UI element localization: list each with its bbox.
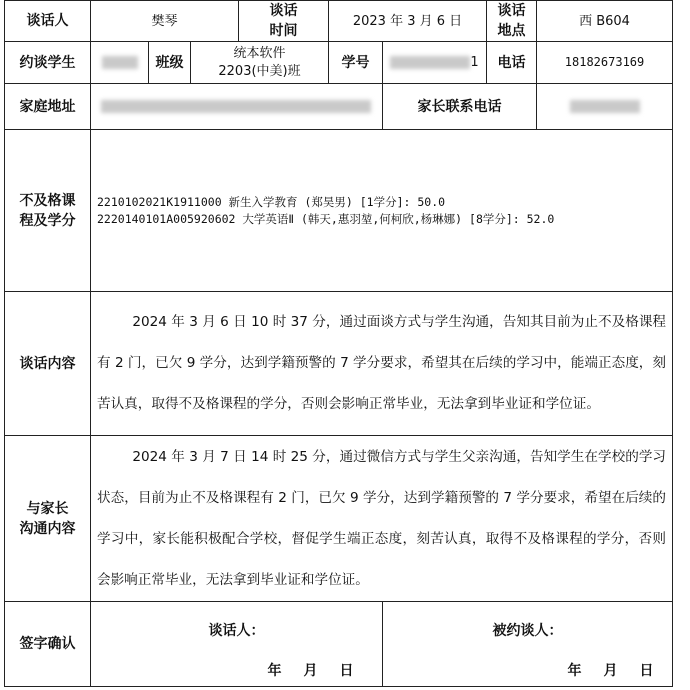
talk-content-text: 2024 年 3 月 6 日 10 时 37 分，通过面谈方式与学生沟通，告知其目前为止不及格课程有 2 门，已欠 9 学分，达到学籍预警的 7 学分要求，希望其在后续的学习中，能端正态度，刻苦认真，取得不及格课程的学分，否则会影响正常毕业，无法拿到毕业证和学位证。: [91, 292, 673, 436]
redacted-student-id: [390, 56, 470, 69]
parent-communication-row: [5, 436, 673, 602]
student-label: 约谈学生: [5, 42, 91, 84]
talker-signature-cell: [91, 602, 383, 687]
interviewee-signature-date: 年 月 日: [567, 663, 655, 679]
address-value: [91, 84, 383, 130]
signature-label: 签字确认: [5, 602, 91, 687]
signature-row: [5, 602, 673, 687]
failed-courses-list: [91, 130, 673, 292]
parent-phone-value: [537, 84, 673, 130]
student-id-value: [383, 42, 487, 84]
phone-value: 18182673169: [537, 42, 673, 84]
class-label: 班级: [149, 42, 191, 84]
failed-courses-row: [5, 130, 673, 292]
student-name-value: [91, 42, 149, 84]
header-row: [5, 1, 673, 42]
redacted-student-name: [102, 56, 138, 69]
interviewee-signature-label: 被约谈人：: [492, 623, 563, 639]
course-line: 2210102021K1911000 新生入学教育 (郑昊男) [1学分]: 50.0: [97, 194, 446, 209]
talk-place-label: 谈话 地点: [487, 1, 537, 42]
talk-content-row: [5, 292, 673, 436]
student-id-suffix: 1: [470, 55, 479, 70]
talker-signature-date: 年 月 日: [267, 663, 355, 679]
class-value: 统本软件 2203(中美)班: [191, 42, 329, 84]
student-row: [5, 42, 673, 84]
talk-place-value: 西 B604: [537, 1, 673, 42]
redacted-address: [101, 100, 371, 113]
parent-communication-text: 2024 年 3 月 7 日 14 时 25 分，通过微信方式与学生父亲沟通，告知学生在学校的学习状态，目前为止不及格课程有 2 门，已欠 9 学分，达到学籍预警的 7 学分要求，希望在后续的学习中，家长能积极配合学校，督促学生端正态度，刻苦认真，取得不及格课程的学分，否则会影响正常毕业，无法拿到毕业证和学位证。: [91, 436, 673, 602]
record-table: [4, 0, 673, 687]
course-line: 2220140101A005920602 大学英语Ⅱ (韩天,惠羽堃,何柯欣,杨琳娜) [8学分]: 52.0: [97, 211, 555, 226]
talk-time-label: 谈话 时间: [239, 1, 329, 42]
student-id-label: 学号: [329, 42, 383, 84]
talker-value: 樊琴: [91, 1, 239, 42]
parent-communication-label: 与家长 沟通内容: [5, 436, 91, 602]
interview-record-form: [4, 0, 672, 687]
home-row: [5, 84, 673, 130]
talk-content-label: 谈话内容: [5, 292, 91, 436]
talker-label: 谈话人: [5, 1, 91, 42]
interviewee-signature-cell: [383, 602, 673, 687]
phone-label: 电话: [487, 42, 537, 84]
address-label: 家庭地址: [5, 84, 91, 130]
redacted-parent-phone: [570, 100, 640, 113]
talker-signature-label: 谈话人：: [208, 623, 265, 639]
parent-phone-label: 家长联系电话: [383, 84, 537, 130]
failed-courses-label: 不及格课 程及学分: [5, 130, 91, 292]
talk-time-value: 2023 年 3 月 6 日: [329, 1, 487, 42]
